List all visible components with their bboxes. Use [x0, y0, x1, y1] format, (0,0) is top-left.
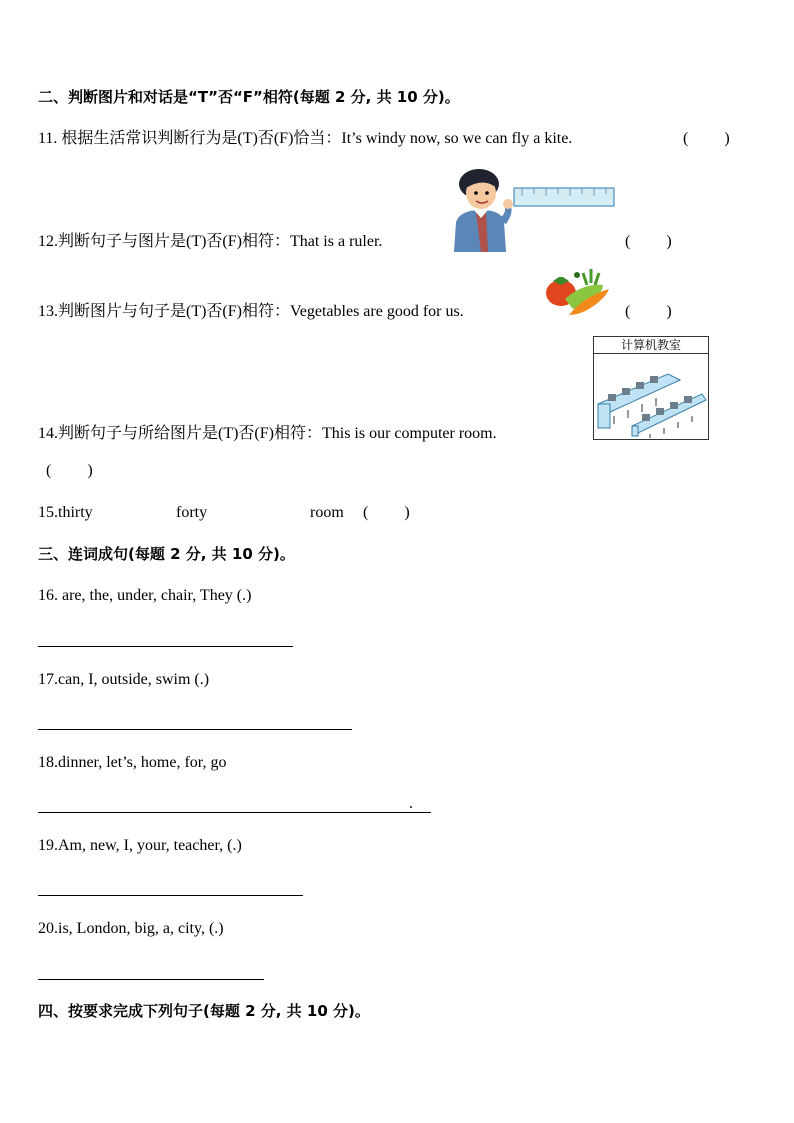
section-4-title: 四、按要求完成下列句子(每题 2 分, 共 10 分)。 [38, 1002, 370, 1020]
question-16-answer-line[interactable] [38, 646, 293, 647]
question-15-row [38, 503, 93, 523]
question-20-answer-line[interactable] [38, 979, 264, 980]
boy-pointing-ruler-image [446, 166, 618, 252]
question-19-answer-line[interactable] [38, 895, 303, 896]
question-14-answer-paren[interactable]: ( ) [46, 462, 93, 479]
vegetables-image [543, 263, 613, 318]
question-15-number: 15. [38, 504, 58, 521]
question-14-text: 14.判断句子与所给图片是(T)否(F)相符：This is our computer room. [38, 425, 497, 442]
computer-room-label: 计算机教室 [594, 337, 708, 354]
question-15-word-1: thirty [58, 504, 93, 521]
question-20-text: 20.is, London, big, a, city, (.) [38, 920, 224, 937]
question-19-text: 19.Am, new, I, your, teacher, (.) [38, 837, 242, 854]
question-18-text: 18.dinner, let’s, home, for, go [38, 754, 227, 771]
section-2-title: 二、判断图片和对话是“T”否“F”相符(每题 2 分, 共 10 分)。 [38, 88, 460, 106]
question-12-text: 12.判断句子与图片是(T)否(F)相符：That is a ruler. [38, 233, 383, 250]
computer-room-image [593, 336, 709, 440]
question-17-text: 17.can, I, outside, swim (.) [38, 671, 210, 688]
question-11-text: 11. 根据生活常识判断行为是(T)否(F)恰当：It’s windy now, so we can fly a kite. [38, 130, 573, 147]
question-17-answer-line[interactable] [38, 729, 352, 730]
question-15-word-3: room [310, 504, 344, 521]
section-3-title: 三、连词成句(每题 2 分, 共 10 分)。 [38, 545, 295, 563]
question-15-answer-paren[interactable]: ( ) [363, 504, 410, 521]
question-11-answer-paren[interactable]: ( ) [683, 130, 730, 147]
question-16-text: 16. are, the, under, chair, They (.) [38, 587, 252, 604]
question-12-answer-paren[interactable]: ( ) [625, 233, 672, 250]
question-13-text: 13.判断图片与句子是(T)否(F)相符：Vegetables are good for us. [38, 303, 464, 320]
question-18-period: . [409, 795, 413, 812]
question-15-word-2: forty [176, 504, 208, 521]
question-13-answer-paren[interactable]: ( ) [625, 303, 672, 320]
question-18-answer-line[interactable] [38, 812, 431, 813]
computer-desks-drawing [594, 354, 708, 439]
